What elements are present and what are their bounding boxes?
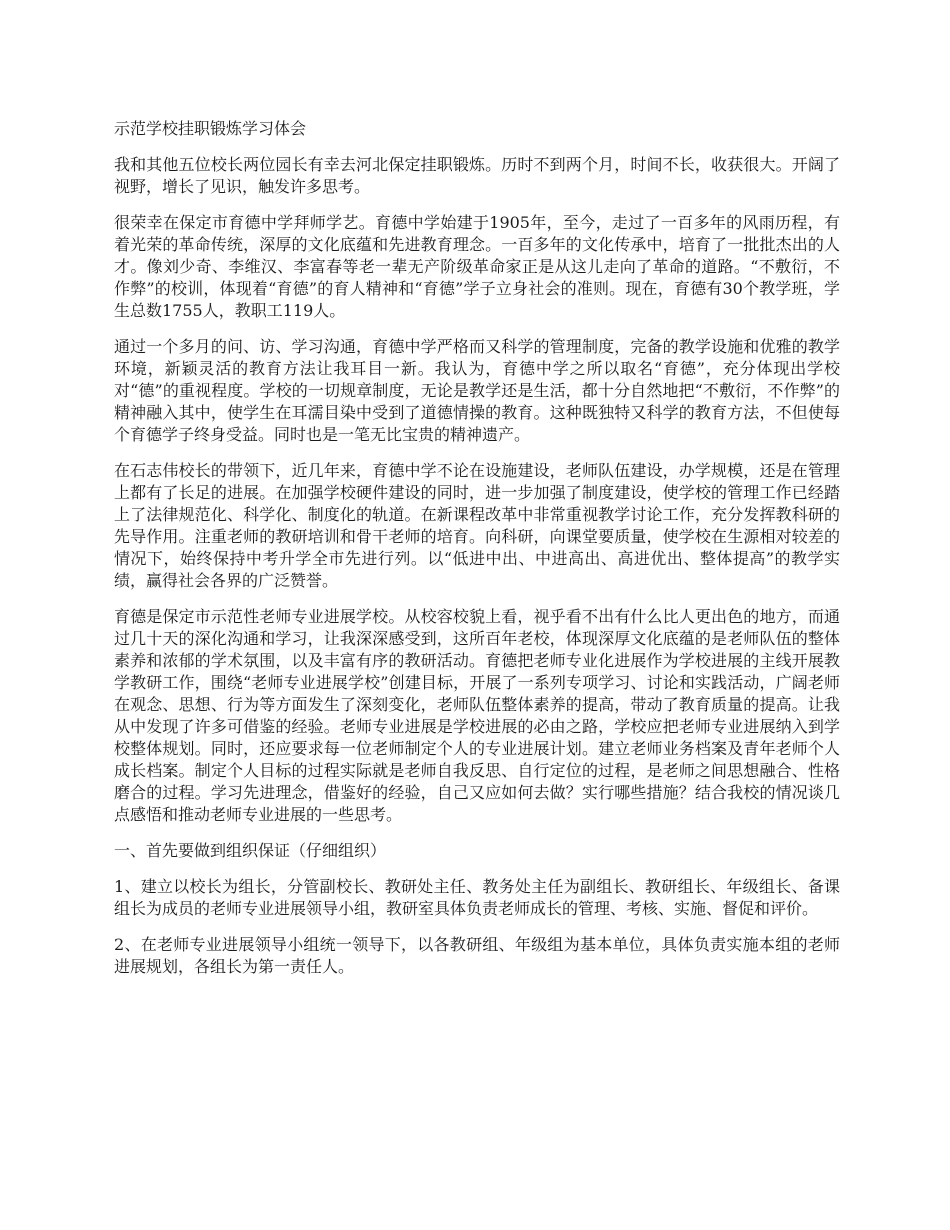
paragraph-management: 通过一个多月的问、访、学习沟通，育德中学严格而又科学的管理制度，完备的教学设施和优雅的教学环境，新颖灵活的教育方法让我耳目一新。我认为，育德中学之所以取名“育德”，充分体现出学校对“德”的重视程度。学校的一切规章制度，无论是教学还是生活，都十分自然地把“不敷衍，不作弊”的精神融入其中，使学生在耳濡目染中受到了道德情操的教育。这种既独特又科学的教育方法，不但使每个育德学子终身受益。同时也是一笔无比宝贵的精神遗产。 bbox=[114, 337, 840, 444]
paragraph-school-history: 很荣幸在保定市育德中学拜师学艺。育德中学始建于1905年，至今，走过了一百多年的风雨历程，有着光荣的革命传统，深厚的文化底蕴和先进教育理念。一百多年的文化传承中，培育了一批批杰出的人才。像刘少奇、李维汉、李富春等老一辈无产阶级革命家正是从这儿走向了革命的道路。“不敷衍，不作弊”的校训，体现着“育德”的育人精神和“育德”学子立身社会的准则。现在，育德有30个教学班，学生总数1755人，教职工119人。 bbox=[114, 213, 840, 320]
document-page bbox=[114, 118, 840, 992]
document-title: 示范学校挂职锻炼学习体会 bbox=[114, 119, 307, 138]
list-item-2: 2、在老师专业进展领导小组统一领导下，以各教研组、年级组为基本单位，具体负责实施本组的老师进展规划，各组长为第一责任人。 bbox=[114, 935, 840, 976]
list-item-1: 1、建立以校长为组长，分管副校长、教研处主任、教务处主任为副组长、教研组长、年级组长、备课组长为成员的老师专业进展领导小组，教研室具体负责老师成长的管理、考核、实施、督促和评价。 bbox=[114, 877, 840, 918]
paragraph-intro: 我和其他五位校长两位园长有幸去河北保定挂职锻炼。历时不到两个月，时间不长，收获很大。开阔了视野，增长了见识，触发许多思考。 bbox=[114, 155, 840, 196]
paragraph-teacher-growth: 育德是保定市示范性老师专业进展学校。从校容校貌上看，视乎看不出有什么比人更出色的地方，而通过几十天的深化沟通和学习，让我深深感受到，这所百年老校，体现深厚文化底蕴的是老师队伍的整体素养和浓郁的学术氛围，以及丰富有序的教研活动。育德把老师专业化进展作为学校进展的主线开展教学教研工作，围绕“老师专业进展学校”创建目标，开展了一系列专项学习、讨论和实践活动，广阔老师在观念、思想、行为等方面发生了深刻变化，老师队伍整体素养的提高，带动了教育质量的提高。让我从中发现了许多可借鉴的经验。老师专业进展是学校进展的必由之路，学校应把老师专业进展纳入到学校整体规划。同时，还应要求每一位老师制定个人的专业进展计划。建立老师业务档案及青年老师个人成长档案。制定个人目标的过程实际就是老师自我反思、自行定位的过程，是老师之间思想融合、性格磨合的过程。学习先进理念，借鉴好的经验，自己又应如何去做？实行哪些措施？结合我校的情况谈几点感悟和推动老师专业进展的一些思考。 bbox=[114, 607, 840, 824]
paragraph-development: 在石志伟校长的带领下，近几年来，育德中学不论在设施建设，老师队伍建设，办学规模，还是在管理上都有了长足的进展。在加强学校硬件建设的同时，进一步加强了制度建设，使学校的管理工作已经踏上了法律规范化、科学化、制度化的轨道。在新课程改革中非常重视教学讨论工作，充分发挥教科研的先导作用。注重老师的教研培训和骨干老师的培育。向科研，向课堂要质量，使学校在生源相对较差的情况下，始终保持中考升学全市先进行列。以“低进中出、中进高出、高进优出、整体提高”的教学实绩，赢得社会各界的广泛赞誉。 bbox=[114, 461, 840, 590]
section-heading-organization: 一、首先要做到组织保证（仔细组织） bbox=[114, 841, 387, 860]
